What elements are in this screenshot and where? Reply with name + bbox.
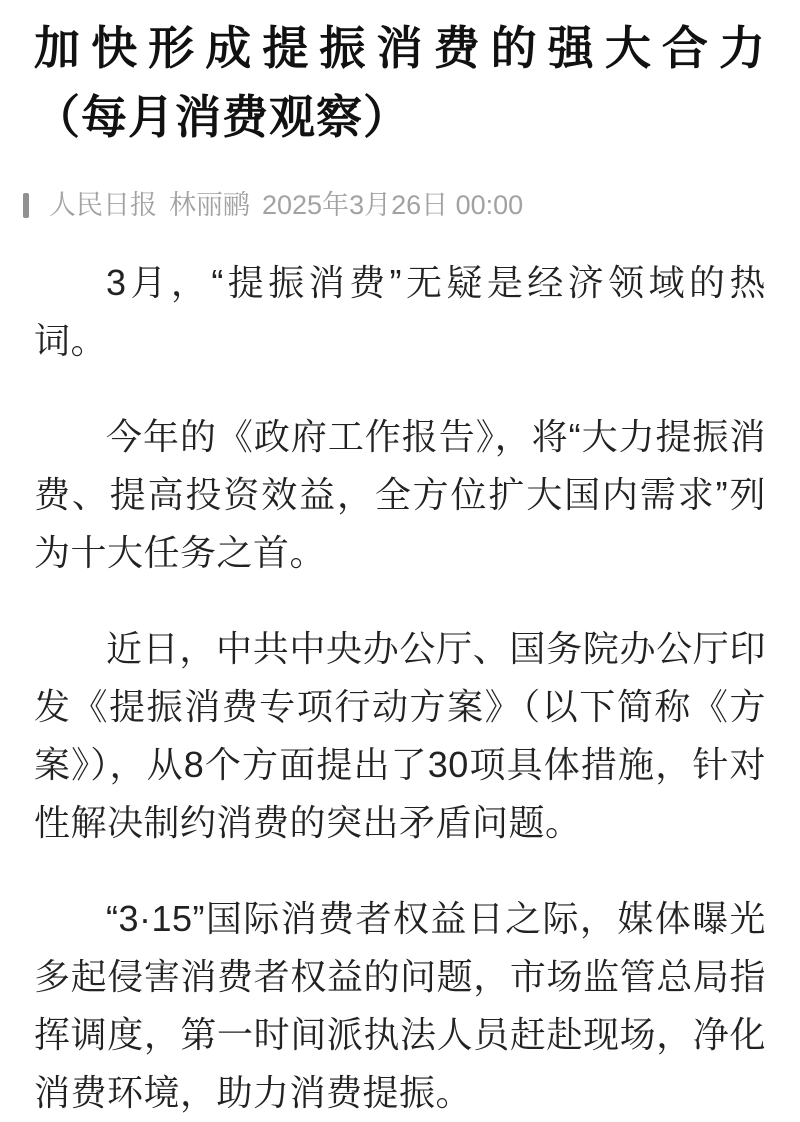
article-title-line-1: 加快形成提振消费的强大合力 bbox=[34, 22, 766, 74]
article-paragraph: “3·15”国际消费者权益日之际，媒体曝光多起侵害消费者权益的问题，市场监管总局指挥调度，第一时间派执法人员赶赴现场，净化消费环境，助力消费提振。 bbox=[34, 898, 766, 1113]
byline bbox=[23, 190, 755, 220]
byline-source-link[interactable]: 人民日报 bbox=[49, 190, 157, 220]
byline-author: 林丽鹂 bbox=[169, 190, 250, 220]
byline-accent-bar bbox=[23, 193, 29, 218]
article-paragraph: 近日，中共中央办公厅、国务院办公厅印发《提振消费专项行动方案》（以下简称《方案》），从8个方面提出了30项具体措施，针对性解决制约消费的突出矛盾问题。 bbox=[34, 628, 766, 843]
article-paragraph: 3月，“提振消费”无疑是经济领域的热词。 bbox=[34, 262, 766, 361]
article-body bbox=[34, 254, 766, 1122]
article-title-line-2: （每月消费观察） bbox=[34, 91, 410, 143]
article-title bbox=[34, 14, 766, 152]
byline-datetime: 2025年3月26日 00:00 bbox=[262, 190, 524, 220]
article-paragraph: 今年的《政府工作报告》，将“大力提振消费、提高投资效益，全方位扩大国内需求”列为十大任务之首。 bbox=[34, 416, 766, 573]
